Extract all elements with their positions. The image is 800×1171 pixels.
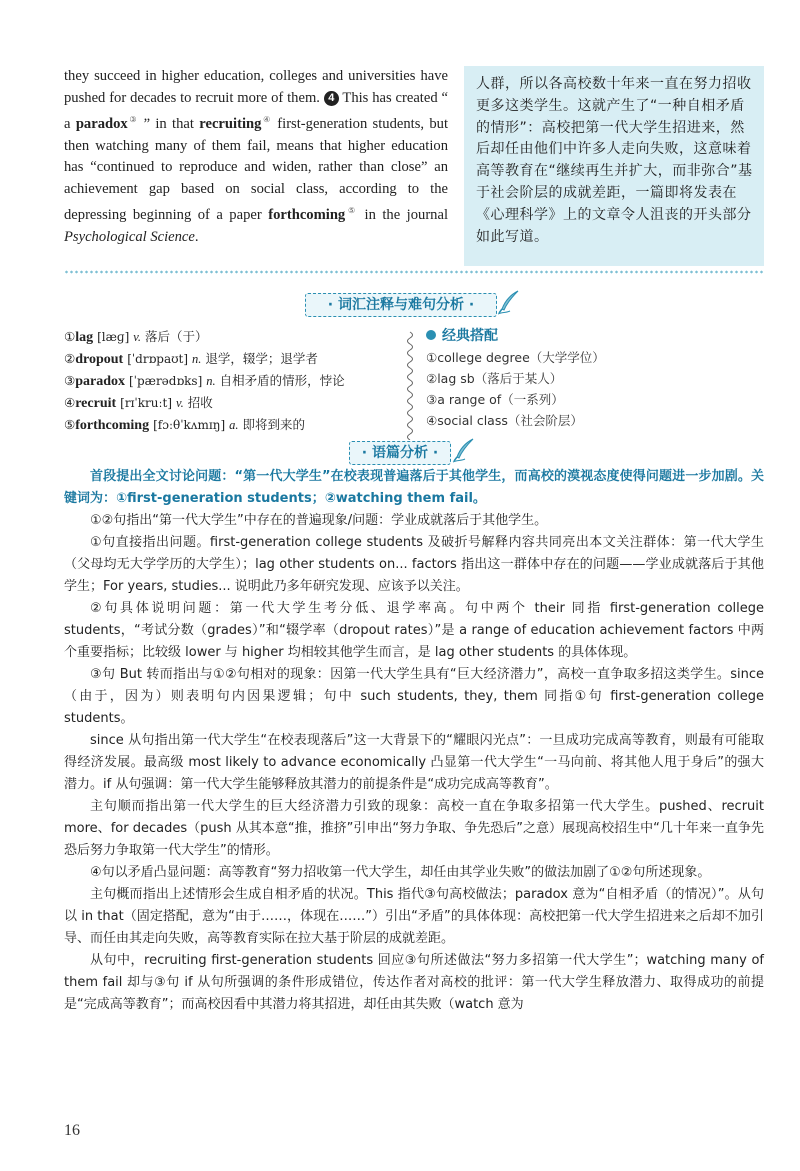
- collocation-item: ③a range of（一系列）: [426, 392, 564, 407]
- keyword-recruiting: recruiting: [199, 116, 262, 133]
- vocab-pos: n.: [192, 352, 202, 366]
- section-title-text: · 词汇注释与难句分析 ·: [327, 297, 475, 313]
- analysis-paragraph: ②句具体说明问题：第一代大学生考分低、退学率高。句中两个 their 同指 first-generation college students，“考试分数（grades）”和“辍学率（dropout rates）”是 a range of education achievement factors 中两个重要指标；比较级 lower 与 higher 均相较其他学生而言，是 lag other students 的具体体现。: [64, 601, 764, 660]
- sentence-marker-badge: 4: [324, 91, 339, 106]
- spiral-divider-icon: [404, 330, 416, 440]
- collocation-heading: [426, 326, 756, 347]
- analysis-paragraph: ①②句指出“第一代大学生”中存在的普遍现象/问题：学业成就落后于其他学生。: [90, 513, 548, 528]
- vocab-phonetic: [læɡ]: [97, 330, 130, 344]
- vocab-item: [64, 414, 394, 436]
- footnote-ref: ⑤: [345, 206, 359, 216]
- footnote-ref: ④: [261, 115, 272, 125]
- translation-box: [464, 66, 764, 266]
- analysis-paragraph: since 从句指出第一代大学生“在校表现落后”这一大背景下的“耀眼闪光点”：一旦成功完成高等教育，则最有可能取得经济发展。最高级 most likely to advance economically 凸显第一代大学生“一马向前、将其他人甩于身后”的强大潜力。if 从句强调：第一代大学生能够释放其潜力的前提条件是“成功完成高等教育”。: [64, 733, 764, 792]
- section-title-text: · 语篇分析 ·: [361, 445, 439, 461]
- vocab-number: ①: [64, 329, 76, 344]
- vocab-number: ②: [64, 351, 76, 366]
- passage-text: in the journal: [364, 207, 449, 224]
- english-passage: [64, 66, 448, 248]
- analysis-paragraph: ④句以矛盾凸显问题：高等教育“努力招收第一代大学生，却任由其学业失败”的做法加剧了①②句所述现象。: [90, 865, 711, 880]
- passage-text: ” in that: [143, 116, 194, 133]
- vocab-word: dropout: [75, 352, 124, 367]
- period: .: [194, 228, 199, 245]
- passage-text: first-generation students, but then watching many of them fail, means that higher education has “continued to reproduce and widen, rather than close” an achievement gap based on social class, according to the depressing beginning of a paper: [64, 116, 449, 224]
- vocab-definition: 自相矛盾的情形，悖论: [219, 373, 345, 388]
- vocab-definition: 落后（于）: [144, 329, 208, 344]
- bullet-dot-icon: [426, 330, 436, 340]
- vocab-phonetic: [fɔːθˈkʌmɪŋ]: [153, 418, 226, 432]
- vocab-phonetic: [ˈdrɒpaʊt]: [127, 352, 189, 366]
- vocab-list: [64, 326, 394, 436]
- quill-icon: [496, 289, 522, 315]
- section-title-analysis: [349, 441, 451, 465]
- collocation-list: [426, 326, 756, 431]
- discourse-analysis: [64, 466, 764, 1016]
- analysis-paragraph: ③句 But 转而指出与①②句相对的现象：因第一代大学生具有“巨大经济潜力”，高校一直争取多招这类学生。since（由于，因为）则表明句内因果逻辑；句中 such students, they, them 同指①句 first-generation college students。: [64, 667, 764, 726]
- vocab-item: [64, 348, 394, 370]
- vocab-item: [64, 392, 394, 414]
- collocation-item: ④social class（社会阶层）: [426, 413, 583, 428]
- vocab-word: paradox: [75, 374, 126, 389]
- translation-text: 人群，所以各高校数十年来一直在努力招收更多这类学生。这就产生了“一种自相矛盾的情形”：高校把第一代大学生招进来，然后却任由他们中许多人走向失败，这意味着高等教育在“继续再生并扩大，而非弥合”基于社会阶层的成就差距，一篇即将发表在《心理科学》上的文章令人沮丧的开头部分如此写道。: [476, 76, 753, 245]
- analysis-paragraph: 主句概而指出上述情形会生成自相矛盾的状况。This 指代③句高校做法；paradox 意为“自相矛盾（的情况）”。从句以 in that（固定搭配，意为“由于……，体现在……”）引出“矛盾”的具体体现：高校把第一代大学生招进来之后却不加引导、而任由其走向失败，高等教育实际在拉大基于阶层的成就差距。: [64, 887, 764, 946]
- dotted-divider: [64, 270, 764, 274]
- vocab-pos: a.: [229, 418, 239, 432]
- analysis-summary: 首段提出全文讨论问题：“第一代大学生”在校表现普遍落后于其他学生，而高校的漠视态度使得问题进一步加剧。关键词为：①first-generation students；②watching them fail。: [64, 469, 764, 506]
- vocab-word: lag: [75, 330, 94, 345]
- vocab-pos: v.: [175, 396, 184, 410]
- vocab-number: ⑤: [64, 417, 76, 432]
- journal-name: Psychological Science: [64, 228, 195, 245]
- vocab-definition: 招收: [187, 395, 213, 410]
- analysis-paragraph: ①句直接指出问题。first-generation college students 及破折号解释内容共同亮出本文关注群体：第一代大学生（父母均无大学学历的大学生）；lag other students on... factors 指出这一群体中存在的问题——学业成就落后于其他学生；For years, studies... 说明此乃多年研究发现、应该予以关注。: [64, 535, 764, 594]
- keyword-forthcoming: forthcoming: [268, 207, 346, 224]
- passage-text: This has created “ a: [64, 89, 448, 133]
- vocab-pos: n.: [206, 374, 216, 388]
- page-number: 16: [64, 1122, 80, 1139]
- passage-text: they succeed in higher education, colleges and universities have pushed for decades to recruit more of them.: [64, 68, 448, 106]
- footnote-ref: ③: [127, 115, 139, 125]
- analysis-paragraph: 主句顺而指出第一代大学生的巨大经济潜力引致的现象：高校一直在争取多招第一代大学生。pushed、recruit more、for decades（push 从其本意“推，推挤”引申出“努力争取、争先恐后”之意）展现高校招生中“几十年来一直争先恐后努力争取第一代大学生”的情形。: [64, 799, 764, 858]
- collocation-item: ②lag sb（落后于某人）: [426, 371, 563, 386]
- vocab-number: ③: [64, 373, 76, 388]
- vocab-pos: v.: [133, 330, 141, 344]
- vocab-item: [64, 370, 394, 392]
- section-title-vocab: [305, 293, 497, 317]
- vocab-number: ④: [64, 395, 76, 410]
- vocab-phonetic: [rɪˈkruːt]: [120, 396, 172, 410]
- collocation-item: ①college degree（大学学位）: [426, 350, 605, 365]
- vocab-phonetic: [ˈpærədɒks]: [129, 374, 203, 388]
- collocation-heading-text: 经典搭配: [442, 328, 498, 344]
- vocab-definition: 即将到来的: [242, 417, 306, 432]
- vocab-word: forthcoming: [75, 418, 150, 433]
- analysis-paragraph: 从句中，recruiting first-generation students 回应③句所述做法“努力多招第一代大学生”；watching many of them fail 却与③句 if 从句所强调的条件形成错位，传达作者对高校的批评：第一代大学生释放潜力、取得成功的前提是“完成高等教育”；而高校因看中其潜力将其招进，却任由其失败（watch 意为: [64, 953, 764, 1012]
- vocab-item: [64, 326, 394, 348]
- vocab-word: recruit: [75, 396, 117, 411]
- vocab-definition: 退学，辍学；退学者: [205, 351, 318, 366]
- quill-icon: [451, 437, 477, 463]
- keyword-paradox: paradox: [75, 116, 128, 133]
